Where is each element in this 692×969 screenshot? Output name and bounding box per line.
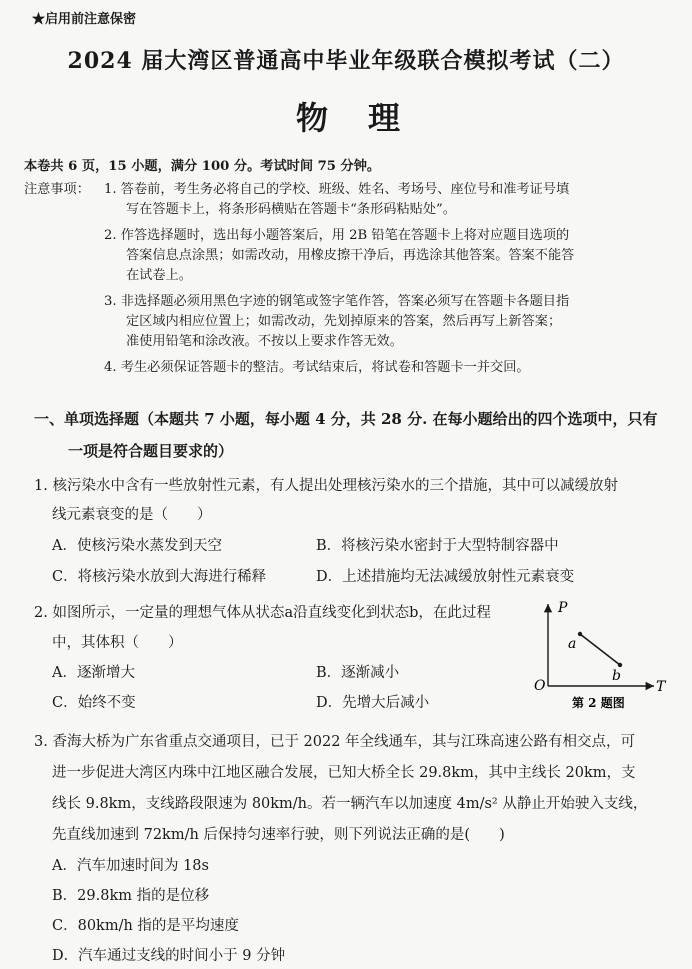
q3-stem-line-3: 线长 9.8km，支线路段限速为 80km/h。若一辆汽车以加速度 4m/s² 从静止开始驶入支线，: [52, 796, 648, 812]
p-axis-label: P: [558, 600, 568, 616]
note-3-line-3: 准使用铅笔和涂改液。不按以上要求作答无效。: [126, 334, 403, 349]
q3-option-a: A．汽车加速时间为 18s: [52, 858, 209, 874]
q2-stem-line-1: 2. 如图所示，一定量的理想气体从状态a沿直线变化到状态b，在此过程: [34, 605, 491, 621]
note-2-line-3: 在试卷上。: [126, 268, 192, 283]
note-2-line-2: 答案信息点涂黑；如需改动，用橡皮擦干净后，再选涂其他答案。答案不能答: [126, 248, 575, 263]
q1-option-b: B．将核污染水密封于大型特制容器中: [316, 538, 559, 554]
notes-label: 注意事项：: [24, 182, 90, 197]
note-4: 4. 考生必须保证答题卡的整洁。考试结束后，将试卷和答题卡一并交回。: [104, 360, 530, 375]
state-b-point: [618, 663, 622, 667]
note-1-line-2: 写在答题卡上，将条形码横贴在答题卡“条形码粘贴处”。: [126, 202, 456, 217]
note-2: [104, 226, 574, 286]
q1-stem-line-2: 线元素衰变的是（ ）: [52, 507, 212, 523]
section-heading-line-1: 一、单项选择题（本题共 7 小题，每小题 4 分，共 28 分. 在每小题给出的四个选项中，只有: [34, 410, 658, 428]
point-a-label: a: [568, 636, 577, 652]
q3-stem-line-2: 进一步促进大湾区内珠中江地区融合发展，已知大桥全长 29.8km，其中主线长 20km，支: [52, 765, 636, 781]
q1-option-d: D．上述措施均无法减缓放射性元素衰变: [316, 569, 575, 585]
q3-stem-line-4: 先直线加速到 72km/h 后保持匀速率行驶，则下列说法正确的是( ): [52, 827, 505, 843]
q1-option-a: A．使核污染水蒸发到天空: [52, 538, 222, 554]
q2-option-d: D．先增大后减小: [316, 695, 430, 711]
q1-stem-line-1: 1. 核污染水中含有一些放射性元素，有人提出处理核污染水的三个措施，其中可以减缓放射: [34, 478, 618, 494]
process-line-ab: [580, 634, 620, 665]
q3-option-b: B．29.8km 指的是位移: [52, 888, 210, 904]
note-3: [104, 292, 569, 352]
q2-stem-line-2: 中，其体积（ ）: [52, 635, 183, 651]
point-b-label: b: [612, 668, 621, 684]
figure-caption: 第 2 题图: [572, 696, 625, 710]
section-heading-line-2: 一项是符合题目要求的）: [68, 442, 234, 460]
pt-diagram: [528, 598, 676, 710]
q3-option-d: D．汽车通过支线的时间小于 9 分钟: [52, 948, 286, 964]
origin-label: O: [534, 678, 546, 694]
subject-title: 物理: [296, 99, 441, 137]
q2-option-c: C．始终不变: [52, 695, 136, 711]
state-a-point: [578, 632, 582, 636]
exam-title: 2024 届大湾区普通高中毕业年级联合模拟考试（二）: [67, 48, 625, 74]
t-axis-label: T: [656, 679, 666, 695]
q2-option-a: A．逐渐增大: [52, 665, 135, 681]
confidential-label: ★启用前注意保密: [32, 12, 137, 27]
note-1-line-1: 1. 答卷前，考生务必将自己的学校、班级、姓名、考场号、座位号和准考证号填: [104, 182, 570, 197]
q1-option-c: C．将核污染水放到大海进行稀释: [52, 569, 267, 585]
note-3-line-2: 定区域内相应位置上；如需改动，先划掉原来的答案，然后再写上新答案；: [126, 314, 562, 329]
q3-option-c: C．80km/h 指的是平均速度: [52, 918, 239, 934]
q2-option-b: B．逐渐减小: [316, 665, 400, 681]
note-3-line-1: 3. 非选择题必须用黑色字迹的钢笔或签字笔作答，答案必须写在答题卡各题目指: [104, 294, 570, 309]
q3-stem-line-1: 3. 香海大桥为广东省重点交通项目，已于 2022 年全线通车，其与江珠高速公路有相交点，可: [34, 734, 636, 750]
note-2-line-1: 2. 作答选择题时，选出每小题答案后，用 2B 铅笔在答题卡上将对应题目选项的: [104, 228, 570, 243]
exam-summary: 本卷共 6 页，15 小题，满分 100 分。考试时间 75 分钟。: [24, 159, 381, 174]
note-1: [104, 180, 569, 220]
